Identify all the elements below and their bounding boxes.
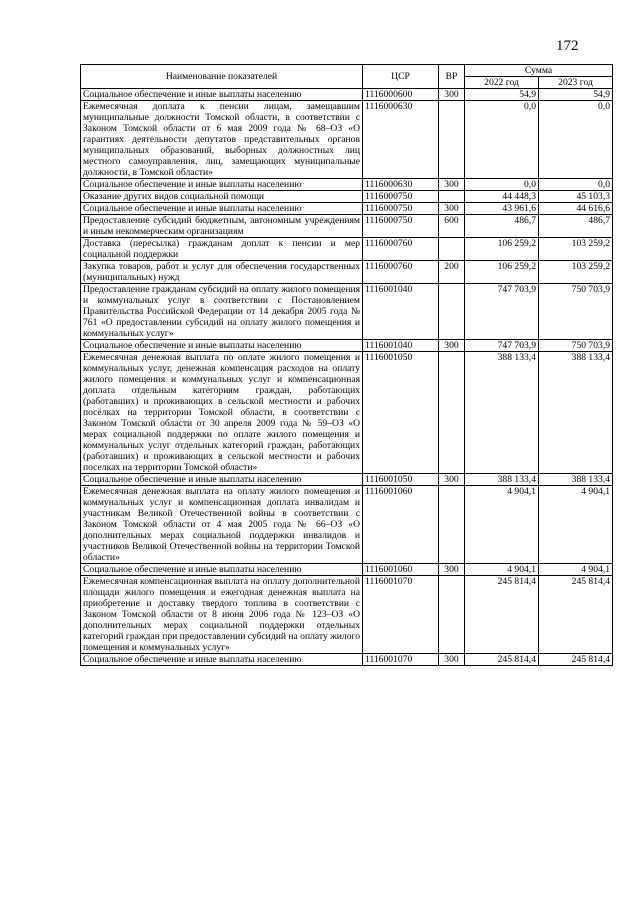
row-name: Предоставление гражданам субсидий на оплату жилого помещения и коммунальных услуг в соответствии с Постановлением Правительства Российской Федерации от 14 декабря 2005 года № 761 «О предоставлении субсидий на оплату жилого помещения и коммунальных услуг» <box>81 284 363 340</box>
row-csr: 1116000750 <box>363 215 439 238</box>
row-sum-2023: 245 814,4 <box>539 576 613 654</box>
table-row <box>81 284 613 340</box>
table-row <box>81 340 613 352</box>
row-name: Ежемесячная доплата к пенсии лицам, замещавшим муниципальные должности Томской области, в соответствии с Законом Томской области от 6 мая 2009 года № 68–ОЗ «О гарантиях деятельности депутатов представительных органов муниципальных образований, выборных должностных лиц местного самоуправления, лиц, замещающих муниципальные должности, в Томской области» <box>81 101 363 179</box>
table-row <box>81 179 613 191</box>
row-sum-2023: 750 703,9 <box>539 340 613 352</box>
row-sum-2023: 4 904,1 <box>539 564 613 576</box>
row-csr: 1116001050 <box>363 352 439 474</box>
row-name: Социальное обеспечение и иные выплаты населению <box>81 89 363 101</box>
row-vr: 300 <box>439 89 465 101</box>
row-name: Ежемесячная денежная выплата на оплату жилого помещения и коммунальных услуг и компенсационная доплата инвалидам и участникам Великой Отечественной войны в соответствии с Законом Томской области от 4 мая 2005 года № 66–ОЗ «О дополнительных мерах социальной поддержки инвалидов и участников Великой Отечественной войны на территории Томской области» <box>81 486 363 564</box>
table-row <box>81 89 613 101</box>
table-row <box>81 474 613 486</box>
row-sum-2022: 43 961,6 <box>465 203 539 215</box>
table-row <box>81 238 613 261</box>
row-sum-2022: 388 133,4 <box>465 352 539 474</box>
table-header <box>81 65 613 89</box>
row-csr: 1116000750 <box>363 191 439 203</box>
header-year-2023: 2023 год <box>539 77 613 89</box>
row-sum-2023: 388 133,4 <box>539 474 613 486</box>
row-csr: 1116000630 <box>363 101 439 179</box>
row-sum-2023: 486,7 <box>539 215 613 238</box>
row-sum-2022: 0,0 <box>465 101 539 179</box>
header-vr: ВР <box>439 65 465 89</box>
table-row <box>81 486 613 564</box>
row-sum-2023: 45 103,3 <box>539 191 613 203</box>
row-csr: 1116001070 <box>363 654 439 666</box>
row-csr: 1116001060 <box>363 564 439 576</box>
header-year-2022: 2022 год <box>465 77 539 89</box>
row-sum-2023: 388 133,4 <box>539 352 613 474</box>
row-csr: 1116001070 <box>363 576 439 654</box>
row-csr: 1116000760 <box>363 238 439 261</box>
table-row <box>81 564 613 576</box>
row-name: Социальное обеспечение и иные выплаты населению <box>81 203 363 215</box>
table-row <box>81 654 613 666</box>
row-vr: 300 <box>439 474 465 486</box>
row-sum-2023: 245 814,4 <box>539 654 613 666</box>
row-vr <box>439 352 465 474</box>
row-vr: 300 <box>439 564 465 576</box>
row-sum-2022: 245 814,4 <box>465 654 539 666</box>
budget-table <box>80 64 613 666</box>
row-vr: 300 <box>439 179 465 191</box>
row-vr <box>439 576 465 654</box>
row-csr: 1116000750 <box>363 203 439 215</box>
row-vr <box>439 284 465 340</box>
row-sum-2022: 4 904,1 <box>465 486 539 564</box>
row-vr: 600 <box>439 215 465 238</box>
row-name: Закупка товаров, работ и услуг для обеспечения государственных (муниципальных) нужд <box>81 261 363 284</box>
header-sum: Сумма <box>465 65 613 77</box>
row-sum-2022: 4 904,1 <box>465 564 539 576</box>
row-sum-2022: 44 448,3 <box>465 191 539 203</box>
row-name: Предоставление субсидий бюджетным, автономным учреждениям и иным некоммерческим организациям <box>81 215 363 238</box>
row-sum-2023: 54,9 <box>539 89 613 101</box>
row-vr <box>439 486 465 564</box>
row-sum-2022: 106 259,2 <box>465 261 539 284</box>
row-sum-2023: 103 259,2 <box>539 261 613 284</box>
row-sum-2022: 54,9 <box>465 89 539 101</box>
row-csr: 1116000760 <box>363 261 439 284</box>
row-csr: 1116001050 <box>363 474 439 486</box>
page-number: 172 <box>556 38 579 54</box>
row-sum-2022: 245 814,4 <box>465 576 539 654</box>
row-csr: 1116001040 <box>363 284 439 340</box>
row-sum-2022: 106 259,2 <box>465 238 539 261</box>
table-row <box>81 101 613 179</box>
row-name: Социальное обеспечение и иные выплаты населению <box>81 474 363 486</box>
row-sum-2023: 103 259,2 <box>539 238 613 261</box>
header-name: Наименование показателей <box>81 65 363 89</box>
row-sum-2023: 4 904,1 <box>539 486 613 564</box>
row-csr: 1116000600 <box>363 89 439 101</box>
row-vr <box>439 101 465 179</box>
row-name: Ежемесячная денежная выплата по оплате жилого помещения и коммунальных услуг, денежная компенсация расходов на оплату жилого помещения и коммунальных услуг и компенсационная доплата отдельным категориям граждан, работающих (работавших) и проживающих в сельской местности и рабочих посёлках на территории Томской области, в соответствии с Законом Томской области от 30 апреля 2009 года № 59–ОЗ «О мерах социальной поддержки по оплате жилого помещения и коммунальных услуг отдельных категорий граждан, работающих (работавших) и проживающих в сельской местности и рабочих поселках на территории Томской области» <box>81 352 363 474</box>
row-name: Социальное обеспечение и иные выплаты населению <box>81 564 363 576</box>
row-sum-2023: 0,0 <box>539 179 613 191</box>
table-row <box>81 576 613 654</box>
row-sum-2023: 0,0 <box>539 101 613 179</box>
row-name: Социальное обеспечение и иные выплаты населению <box>81 654 363 666</box>
row-sum-2022: 388 133,4 <box>465 474 539 486</box>
row-name: Доставка (пересылка) гражданам доплат к пенсии и мер социальной поддержки <box>81 238 363 261</box>
row-csr: 1116001040 <box>363 340 439 352</box>
row-vr <box>439 191 465 203</box>
row-vr: 300 <box>439 203 465 215</box>
row-sum-2022: 747 703,9 <box>465 340 539 352</box>
row-name: Ежемесячная компенсационная выплата на оплату дополнительной площади жилого помещения и ежегодная денежная выплата на приобретение и доставку твердого топлива в соответствии с Законом Томской области от 8 июня 2006 года № 123–ОЗ «О дополнительных мерах социальной поддержки отдельных категорий граждан при предоставлении субсидий на оплату жилого помещения и коммунальных услуг» <box>81 576 363 654</box>
row-sum-2022: 747 703,9 <box>465 284 539 340</box>
row-sum-2023: 750 703,9 <box>539 284 613 340</box>
header-csr: ЦСР <box>363 65 439 89</box>
row-sum-2022: 486,7 <box>465 215 539 238</box>
row-csr: 1116001060 <box>363 486 439 564</box>
row-vr: 300 <box>439 340 465 352</box>
row-name: Социальное обеспечение и иные выплаты населению <box>81 340 363 352</box>
row-csr: 1116000630 <box>363 179 439 191</box>
table-body <box>81 89 613 666</box>
row-name: Оказание других видов социальной помощи <box>81 191 363 203</box>
row-sum-2023: 44 616,6 <box>539 203 613 215</box>
row-vr <box>439 238 465 261</box>
table-row <box>81 203 613 215</box>
table-row <box>81 191 613 203</box>
row-vr: 300 <box>439 654 465 666</box>
table-row <box>81 215 613 238</box>
row-sum-2022: 0,0 <box>465 179 539 191</box>
table-row <box>81 352 613 474</box>
table-row <box>81 261 613 284</box>
row-name: Социальное обеспечение и иные выплаты населению <box>81 179 363 191</box>
row-vr: 200 <box>439 261 465 284</box>
